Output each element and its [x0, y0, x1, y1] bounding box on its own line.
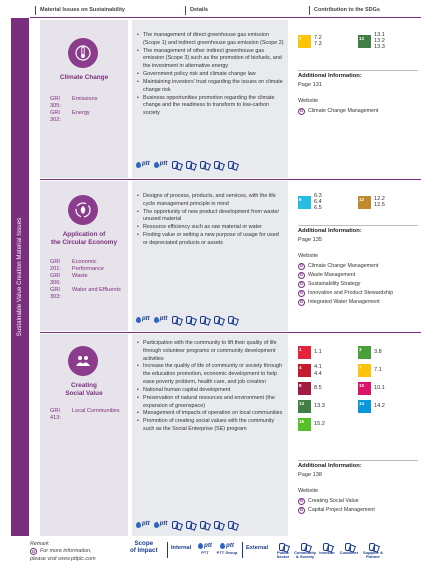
details-list [137, 32, 285, 118]
website-link[interactable]: G Waste Management [299, 271, 356, 278]
sdg-tile-icon: 4 [298, 364, 311, 377]
community-icon: Community & Society [294, 541, 316, 559]
page-reference: Page 138 [298, 472, 322, 479]
ptt-group-logo: ptt [154, 520, 168, 528]
legend-ptt-group: ptt PTT Group [216, 542, 238, 555]
page-reference: Page 135 [298, 237, 322, 244]
row-divider [40, 332, 421, 333]
sdg-targets: 14.2 [374, 403, 385, 410]
sdg-item [298, 346, 358, 359]
sdg-targets: 1.1 [314, 349, 322, 356]
sdg-targets: 6.3 6.4 6.5 [314, 193, 322, 212]
issue-title: Application of the Circular Economy [50, 231, 118, 246]
supplier-icon: Supplier & Partner [362, 541, 384, 559]
internal-label: Internal [171, 545, 192, 551]
details-cell [132, 181, 288, 331]
detail-item: • Participation with the community to lift their quality of life through volunteer programs or community development activities [137, 340, 285, 363]
scope-of-impact-icons [136, 160, 237, 169]
issue-title: Climate Change [59, 74, 109, 81]
header-divider [309, 6, 310, 15]
globe-icon: G [299, 498, 304, 504]
sdg-targets: 8.5 [314, 385, 322, 392]
sdg-tile-icon: 7 [358, 364, 371, 377]
gri-item: GRI 302: Energy [50, 109, 90, 123]
sdg-item [358, 32, 418, 50]
gri-item: GRI 305: Emissions [50, 96, 98, 109]
detail-item: • Finding value or setting a new purpose of usage for used or depreciated products or assets [137, 232, 285, 248]
issue-cell [40, 334, 128, 536]
header-col-details: Details [190, 6, 209, 13]
sdg-item [298, 364, 358, 377]
sdg-targets: 13.1 13.2 13.3 [374, 32, 385, 51]
website-link[interactable]: G Capital Project Management [299, 506, 375, 513]
sdg-item [298, 400, 358, 413]
ptt-logo: ptt [136, 520, 150, 528]
sdg-item [298, 32, 358, 50]
globe-temperature-icon [68, 38, 98, 68]
detail-item: • Maintaining investors' trust regarding the issues on climate change risk [137, 79, 285, 95]
sdg-tile-icon: 7 [298, 35, 311, 48]
external-label: External [246, 545, 269, 551]
community-hands-icon [68, 346, 98, 376]
customer-icon [213, 315, 223, 324]
sdg-grid [298, 32, 418, 50]
sdg-item [298, 193, 358, 211]
detail-item: • The opportunity of new product development from waste/ unused material [137, 209, 285, 225]
table-header [30, 4, 421, 18]
issue-cell [40, 181, 128, 331]
material-issue-row [40, 181, 421, 331]
globe-icon: G [299, 281, 304, 287]
sdg-cell [292, 334, 421, 536]
sdg-targets: 10.1 [374, 385, 385, 392]
sdg-tile-icon: 8 [298, 382, 311, 395]
sdg-cell [292, 181, 421, 331]
sdg-item [358, 193, 418, 211]
header-col-sdgs: Contribution to the SDGs [314, 6, 380, 13]
customer-icon: Customer [338, 541, 360, 555]
sdg-item [358, 346, 418, 359]
additional-info: Additional Information: Page 131 [298, 70, 418, 90]
globe-icon: G [299, 290, 304, 296]
website-link[interactable]: G Climate Change Management [299, 262, 379, 269]
detail-item: • The management of other indirect greenhouse gas emission (Scope 3) such as the promotion of biofuels, and the investment in alternative energy [137, 48, 285, 71]
sdg-targets: 7.2 7.3 [314, 35, 322, 48]
sdg-targets: 12.2 12.5 [374, 196, 385, 209]
sdg-targets: 7.1 [374, 367, 382, 374]
sdg-tile-icon: 3 [358, 346, 371, 359]
row-divider [40, 179, 421, 180]
details-cell [132, 334, 288, 536]
investor-icon [199, 160, 209, 169]
additional-info: Additional Information: Page 138 [298, 460, 418, 480]
header-divider [35, 6, 36, 15]
footer-divider [167, 542, 168, 558]
sdg-tile-icon: 12 [358, 196, 371, 209]
sdg-targets: 4.1 4.4 [314, 364, 322, 377]
details-list [137, 340, 285, 434]
supplier-icon [227, 520, 237, 529]
community-icon [185, 315, 195, 324]
header-col-material-issues: Material Issues on Sustainability [40, 6, 125, 13]
globe-icon: G [31, 548, 36, 554]
sdg-tile-icon: 15 [298, 418, 311, 431]
sdg-tile-icon: 13 [358, 35, 371, 48]
customer-icon [213, 520, 223, 529]
community-icon [185, 520, 195, 529]
side-category-label: Sustainable Value Creation Material Issues [16, 217, 23, 337]
sdg-targets: 13.3 [314, 403, 325, 410]
detail-item: • The management of direct greenhouse gas emission (Scope 1) and indirect greenhouse gas emission (Scope 2) [137, 32, 285, 48]
investor-icon: Investor [316, 541, 338, 555]
website-link[interactable]: G Creating Social Value [299, 497, 359, 504]
issue-title: Creating Social Value [65, 382, 103, 397]
investor-icon [199, 520, 209, 529]
detail-item: • Preservation of natural resources and environment (the expansion of greenspace) [137, 395, 285, 411]
sdg-tile-icon: 14 [358, 400, 371, 413]
website-link[interactable]: G Innovation and Product Stewardship [299, 289, 394, 296]
page-reference: Page 131 [298, 82, 322, 89]
detail-item: • National human capital development [137, 387, 285, 395]
globe-icon: G [299, 507, 304, 513]
scope-of-impact-title: Scope of Impact [130, 540, 158, 554]
material-issue-row [40, 20, 421, 178]
additional-info: Additional Information: Page 135 [298, 225, 418, 245]
detail-item: • Business opportunities promotion regarding the climate change and the readiness to transform to low-carbon society [137, 95, 285, 118]
footer-legend [30, 540, 421, 567]
investor-icon [199, 315, 209, 324]
sdg-item [298, 418, 358, 431]
detail-item: • Promotion of creating social values with the community such as the Social Enterprise (SE) program [137, 418, 285, 434]
ptt-group-logo: ptt [154, 160, 168, 168]
issue-cell [40, 20, 128, 178]
sdg-item [298, 382, 358, 395]
gri-list [50, 96, 128, 124]
details-list [137, 193, 285, 248]
website-links: Website G Climate Change Management G Waste Management G Sustainability Strategy G Innovation and Product Stewardship G Integrated Water Management [298, 253, 420, 308]
sdg-grid [298, 193, 418, 211]
website-links: Website G Creating Social Value G Capital Project Management [298, 488, 420, 516]
footer-divider [242, 542, 243, 558]
sdg-tile-icon: 10 [358, 382, 371, 395]
header-divider [185, 6, 186, 15]
sdg-grid [298, 346, 418, 431]
ptt-logo: ptt [136, 160, 150, 168]
public-sector-icon: Public Sector [272, 541, 294, 559]
globe-icon: G [299, 108, 304, 114]
ptt-group-logo: ptt [154, 315, 168, 323]
supplier-icon [227, 315, 237, 324]
gri-item: GRI 306: Waste [50, 272, 88, 286]
ptt-logo: ptt [136, 315, 150, 323]
sdg-targets: 3.8 [374, 349, 382, 356]
gri-item: GRI 201: Economic Performance [50, 259, 105, 272]
gri-item: GRI 413: Local Communities [50, 408, 120, 421]
sdg-item [358, 382, 418, 395]
material-issue-row [40, 334, 421, 536]
sdg-tile-icon: 6 [298, 196, 311, 209]
circular-economy-icon [68, 195, 98, 225]
globe-icon: G [299, 299, 304, 305]
detail-item: • Increase the quality of life of community or society through the education promotion, economic development to help ease poverty problem, health care, and job creation [137, 363, 285, 386]
website-link[interactable]: G Integrated Water Management [299, 298, 380, 305]
scope-of-impact-icons [136, 315, 237, 324]
globe-icon: G [299, 263, 304, 269]
detail-item: • Management of impacts of operation on local communities [137, 410, 285, 418]
website-links: Website G Climate Change Management [298, 98, 420, 117]
community-icon [185, 160, 195, 169]
sdg-cell [292, 20, 421, 178]
gri-list [50, 259, 128, 301]
globe-icon: G [299, 272, 304, 278]
website-link[interactable]: G Climate Change Management [299, 107, 379, 114]
public-sector-icon [171, 520, 181, 529]
details-cell [132, 20, 288, 178]
detail-item: • Government policy risk and climate change law [137, 71, 285, 79]
sdg-item [358, 364, 418, 377]
customer-icon [213, 160, 223, 169]
gri-item: GRI 303: Water and Effluents [50, 286, 121, 300]
side-category-bar [11, 18, 29, 536]
sdg-tile-icon: 1 [298, 346, 311, 359]
sdg-targets: 15.2 [314, 421, 325, 428]
sdg-item [358, 400, 418, 413]
remark: Remark G For more information, please visit www.pttplc.com [30, 541, 96, 562]
scope-of-impact-icons [136, 520, 237, 529]
public-sector-icon [171, 160, 181, 169]
public-sector-icon [171, 315, 181, 324]
website-link[interactable]: G Sustainability Strategy [299, 280, 361, 287]
legend-ptt: ptt PTT [194, 541, 216, 555]
detail-item: • Designs of process, products, and services, with the life cycle management principle in mind [137, 193, 285, 209]
gri-list [50, 408, 128, 422]
sdg-tile-icon: 13 [298, 400, 311, 413]
supplier-icon [227, 160, 237, 169]
detail-item: • Resource efficiency such as raw material or water [137, 224, 285, 232]
